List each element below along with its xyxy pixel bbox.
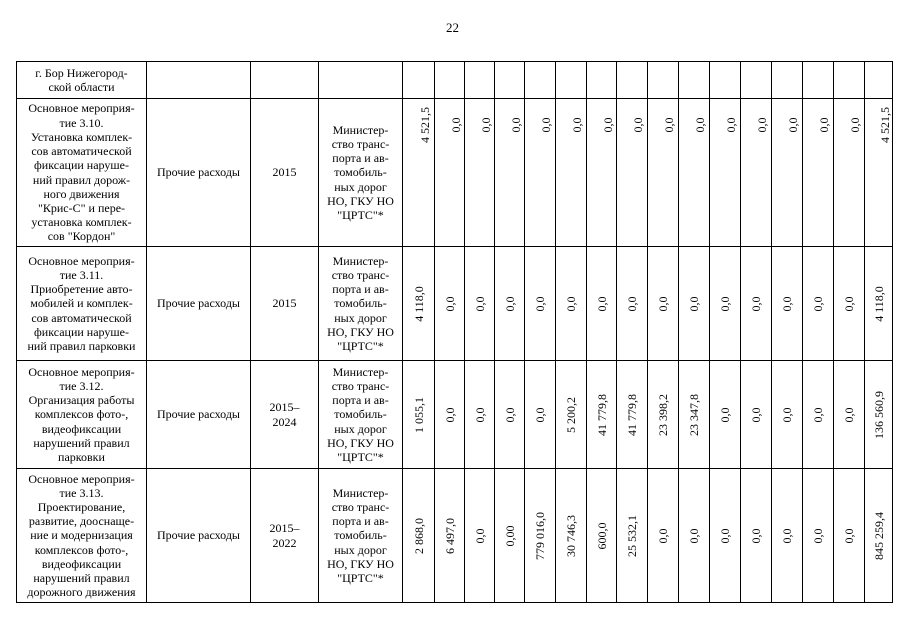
value-text: 0,0: [786, 117, 800, 133]
value-cell: [772, 361, 803, 469]
value-text: 0,0: [724, 117, 738, 133]
value-cell: [587, 469, 617, 603]
value-text: 0,0: [693, 117, 707, 133]
value-cell: [648, 361, 679, 469]
years-cell: 2015: [251, 247, 319, 361]
empty-cell: [251, 62, 319, 99]
value-cell: [741, 361, 772, 469]
value-text: 30 746,3: [564, 514, 578, 557]
value-text: 0,0: [472, 296, 487, 311]
value-cell: [834, 469, 865, 603]
value-text: 0,0: [448, 117, 463, 133]
value-text: 0,0: [687, 528, 701, 543]
value-text: 23 398,2: [656, 393, 670, 436]
value-text: 0,0: [533, 296, 547, 311]
value-text: 4 118,0: [871, 285, 886, 322]
empty-cell: [679, 62, 710, 99]
empty-cell: [495, 62, 525, 99]
value-text: 1 055,1: [411, 396, 426, 433]
value-text: 0,0: [780, 407, 794, 422]
empty-cell: [403, 62, 435, 99]
value-cell: [435, 99, 465, 247]
activity-name-cell: Основное мероприя- тие 3.11. Приобретение авто- мобилей и комплек- сов автоматической фиксации наруше- ний правил парковки: [17, 247, 147, 361]
value-cell: [403, 99, 435, 247]
page-number: 22: [446, 20, 459, 35]
empty-cell: [803, 62, 834, 99]
value-text: 0,0: [749, 528, 763, 543]
value-text: 5 200,2: [564, 396, 578, 433]
executor-cell: Министер- ство транс- порта и ав- томобиль- ных дорог НО, ГКУ НО "ЦРТС"*: [319, 247, 403, 361]
value-text: 0,0: [502, 296, 517, 311]
value-cell: [495, 469, 525, 603]
value-cell: [556, 469, 587, 603]
value-cell: [710, 469, 741, 603]
empty-cell: [465, 62, 495, 99]
empty-cell: [319, 62, 403, 99]
value-text: 0,0: [533, 407, 547, 422]
value-cell: [525, 469, 556, 603]
value-cell: [556, 247, 587, 361]
value-cell: [495, 361, 525, 469]
value-text: 23 347,8: [687, 393, 701, 436]
table-row: [17, 247, 893, 361]
value-text: 0,0: [564, 296, 578, 311]
value-text: 600,0: [594, 522, 609, 549]
value-text: 0,0: [625, 296, 639, 311]
empty-cell: [147, 62, 251, 99]
value-cell: [803, 99, 834, 247]
activity-name-cell: Основное мероприя- тие 3.10. Установка комплек- сов автоматической фиксации наруше- ний правил дорож- ного движения "Крис-С" и пере- установка комплек- сов "Кордон": [17, 99, 147, 247]
value-text: 0,0: [570, 117, 584, 133]
value-text: 136 560,9: [871, 390, 886, 439]
value-text: 0,0: [718, 296, 732, 311]
value-text: 0,0: [478, 117, 493, 133]
value-text: 0,0: [656, 528, 670, 543]
value-text: 0,00: [502, 525, 517, 546]
value-cell: [834, 247, 865, 361]
value-text: 0,0: [842, 296, 856, 311]
value-cell: [495, 99, 525, 247]
value-cell: [865, 247, 893, 361]
value-cell: [865, 469, 893, 603]
value-cell: [772, 247, 803, 361]
value-text: 0,0: [780, 528, 794, 543]
empty-cell: [435, 62, 465, 99]
value-cell: [525, 361, 556, 469]
value-text: 2 868,0: [411, 517, 426, 554]
value-text: 0,0: [502, 407, 517, 422]
value-cell: [710, 99, 741, 247]
empty-cell: [772, 62, 803, 99]
value-text: 4 521,5: [877, 107, 892, 143]
executor-cell: Министер- ство транс- порта и ав- томобиль- ных дорог НО, ГКУ НО "ЦРТС"*: [319, 361, 403, 469]
value-text: 0,0: [472, 407, 487, 422]
value-text: 0,0: [780, 296, 794, 311]
value-cell: [710, 361, 741, 469]
value-text: 779 016,0: [533, 511, 547, 560]
expense-type-cell: Прочие расходы: [147, 361, 251, 469]
value-cell: [648, 247, 679, 361]
value-text: 0,0: [508, 117, 523, 133]
value-cell: [648, 469, 679, 603]
value-cell: [865, 99, 893, 247]
value-cell: [435, 361, 465, 469]
value-cell: [741, 247, 772, 361]
executor-cell: Министер- ство транс- порта и ав- томобиль- ных дорог НО, ГКУ НО "ЦРТС"*: [319, 99, 403, 247]
value-cell: [648, 99, 679, 247]
value-cell: [465, 247, 495, 361]
value-cell: [772, 99, 803, 247]
value-text: 0,0: [656, 296, 670, 311]
value-text: 0,0: [749, 296, 763, 311]
value-text: 0,0: [718, 407, 732, 422]
activity-name-cell: Основное мероприя- тие 3.13. Проектирование, развитие, дооснаще- ние и модернизация комплексов фото-, видеофиксации нарушений правил дорожного движения: [17, 469, 147, 603]
expense-type-cell: Прочие расходы: [147, 469, 251, 603]
value-text: 0,0: [631, 117, 645, 133]
value-text: 0,0: [842, 528, 856, 543]
table-row: [17, 99, 893, 247]
activity-name-cell: Основное мероприя- тие 3.12. Организация работы комплексов фото-, видеофиксации нарушений правил парковки: [17, 361, 147, 469]
years-cell: 2015– 2022: [251, 469, 319, 603]
value-cell: [403, 247, 435, 361]
empty-cell: [865, 62, 893, 99]
value-text: 0,0: [442, 407, 457, 422]
value-cell: [710, 247, 741, 361]
value-text: 845 259,4: [871, 511, 886, 560]
years-cell: 2015: [251, 99, 319, 247]
empty-cell: [556, 62, 587, 99]
value-text: 0,0: [472, 528, 487, 543]
value-cell: [495, 247, 525, 361]
value-text: 0,0: [687, 296, 701, 311]
value-text: 4 521,5: [417, 107, 432, 143]
value-cell: [834, 361, 865, 469]
value-cell: [803, 469, 834, 603]
value-text: 0,0: [749, 407, 763, 422]
executor-cell: Министер- ство транс- порта и ав- томобиль- ных дорог НО, ГКУ НО "ЦРТС"*: [319, 469, 403, 603]
empty-cell: [834, 62, 865, 99]
years-cell: 2015– 2024: [251, 361, 319, 469]
empty-cell: [525, 62, 556, 99]
expense-type-cell: Прочие расходы: [147, 247, 251, 361]
value-cell: [741, 469, 772, 603]
value-text: 6 497,0: [442, 517, 457, 554]
region-name-cell: г. Бор Нижегород- ской области: [17, 62, 147, 99]
empty-cell: [617, 62, 648, 99]
empty-cell: [741, 62, 772, 99]
value-cell: [803, 361, 834, 469]
empty-cell: [648, 62, 679, 99]
value-cell: [679, 99, 710, 247]
value-text: 0,0: [662, 117, 676, 133]
value-cell: [617, 247, 648, 361]
value-cell: [834, 99, 865, 247]
value-text: 0,0: [842, 407, 856, 422]
value-cell: [617, 99, 648, 247]
value-cell: [465, 361, 495, 469]
value-text: 0,0: [718, 528, 732, 543]
value-cell: [772, 469, 803, 603]
value-cell: [617, 361, 648, 469]
value-cell: [525, 247, 556, 361]
value-text: 0,0: [755, 117, 769, 133]
value-cell: [403, 469, 435, 603]
value-text: 41 779,8: [625, 393, 639, 436]
value-text: 0,0: [811, 407, 825, 422]
value-cell: [741, 99, 772, 247]
value-cell: [556, 361, 587, 469]
value-cell: [865, 361, 893, 469]
expense-type-cell: Прочие расходы: [147, 99, 251, 247]
value-cell: [403, 361, 435, 469]
value-cell: [556, 99, 587, 247]
budget-table: [16, 61, 893, 603]
value-cell: [465, 469, 495, 603]
empty-cell: [587, 62, 617, 99]
table-row: [17, 361, 893, 469]
value-text: 0,0: [600, 117, 615, 133]
value-cell: [679, 247, 710, 361]
table-row: [17, 62, 893, 99]
value-cell: [587, 361, 617, 469]
value-text: 25 532,1: [625, 514, 639, 557]
value-cell: [679, 361, 710, 469]
value-cell: [587, 247, 617, 361]
value-text: 0,0: [811, 528, 825, 543]
table-row: [17, 469, 893, 603]
value-cell: [679, 469, 710, 603]
value-text: 4 118,0: [411, 285, 426, 322]
value-text: 0,0: [594, 296, 609, 311]
value-cell: [435, 469, 465, 603]
value-text: 0,0: [848, 117, 862, 133]
value-text: 0,0: [811, 296, 825, 311]
value-cell: [435, 247, 465, 361]
value-cell: [617, 469, 648, 603]
value-cell: [803, 247, 834, 361]
value-text: 41 779,8: [594, 393, 609, 436]
value-text: 0,0: [817, 117, 831, 133]
value-cell: [587, 99, 617, 247]
value-cell: [525, 99, 556, 247]
value-text: 0,0: [539, 117, 553, 133]
empty-cell: [710, 62, 741, 99]
value-cell: [465, 99, 495, 247]
value-text: 0,0: [442, 296, 457, 311]
